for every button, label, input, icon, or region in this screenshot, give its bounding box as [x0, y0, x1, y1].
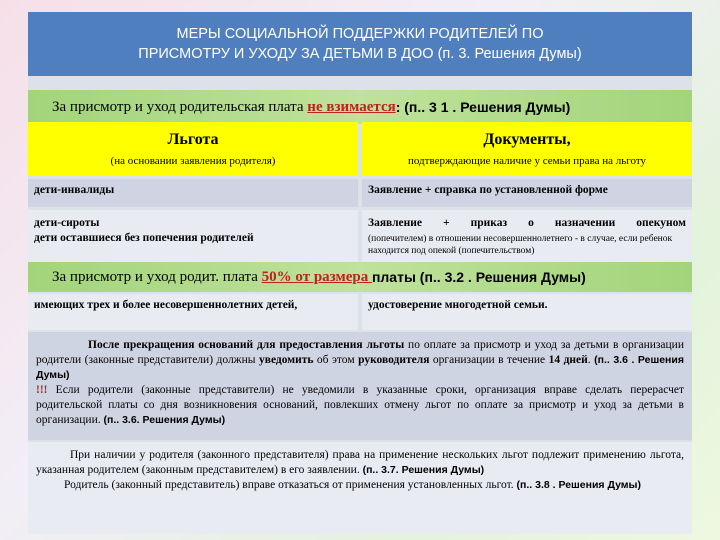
section1-suffix: : (п.. 3 1 . Решения Думы): [395, 99, 571, 115]
row-disabled-document: Заявление + справка по установленной форме: [362, 179, 692, 207]
slide-frame: [28, 12, 692, 534]
section1-highlight: не взимается: [307, 98, 396, 115]
header-documents: [362, 122, 692, 176]
section1-prefix: За присмотр и уход родительская плата: [52, 98, 308, 115]
row-large-family-document: удостоверение многодетной семьи.: [362, 294, 692, 330]
row-orphans-benefit: дети-сироты дети оставшиеся без попечения родителей: [28, 210, 358, 262]
section-free-banner: [28, 90, 692, 124]
title-line-2: ПРИСМОТРУ И УХОДУ ЗА ДЕТЬМИ В ДОО (п. 3. Решения Думы): [138, 46, 582, 62]
row-orphans-document: Заявление + приказ о назначении опекуном (попечителем) в отношении несовершеннолетнего - в случае, если ребенок находится под опекой (попечительством): [362, 210, 692, 262]
slide-title: [28, 12, 692, 76]
exclamation-mark: !!!: [36, 384, 48, 396]
section2-suffix: платы (п.. 3.2 . Решения Думы): [371, 269, 586, 285]
row-large-family-benefit: имеющих трех и более несовершеннолетних детей,: [28, 294, 358, 330]
section2-prefix: За присмотр и уход родит. плата: [52, 268, 262, 285]
header-documents-title: Документы,: [483, 131, 571, 148]
row-disabled-benefit: дети-инвалиды: [28, 179, 358, 207]
section2-highlight: 50% от размера: [261, 268, 372, 285]
header-documents-note: подтверждающие наличие у семьи права на льготу: [407, 155, 647, 167]
header-benefit-title: Льгота: [167, 131, 219, 148]
notice-multiple-benefits: При наличии у родителя (законного представителя) права на применение нескольких льгот подлежит применению льгота, указанная родителем (законным представителем) в его заявлении. (п.. 3.7. Решения Думы) Родитель (законный представитель) вправе отказаться от применения установленных льгот. (п.. 3.8 . Решения Думы): [28, 442, 692, 534]
notice-cancel-benefit: После прекращения оснований для предоставления льготы по оплате за присмотр и уход за детьми в организации родители (законные представители) должны уведомить об этом руководителя организации в течение 14 дней. (п.. 3.6 . Решения Думы) !!! Если родители (законные представители) не уведомили в указанные сроки, организация вправе сделать перерасчет родительской платы со дня возникновения оснований, повлекших отмену льгот по оплате за присмотр и уход за детьми в организации. (п.. 3.6. Решения Думы): [28, 332, 692, 440]
title-line-1: МЕРЫ СОЦИАЛЬНОЙ ПОДДЕРЖКИ РОДИТЕЛЕЙ ПО: [176, 26, 544, 42]
header-benefit: [28, 122, 358, 176]
header-benefit-note: (на основании заявления родителя): [110, 155, 276, 167]
section-half-banner: [28, 262, 692, 292]
